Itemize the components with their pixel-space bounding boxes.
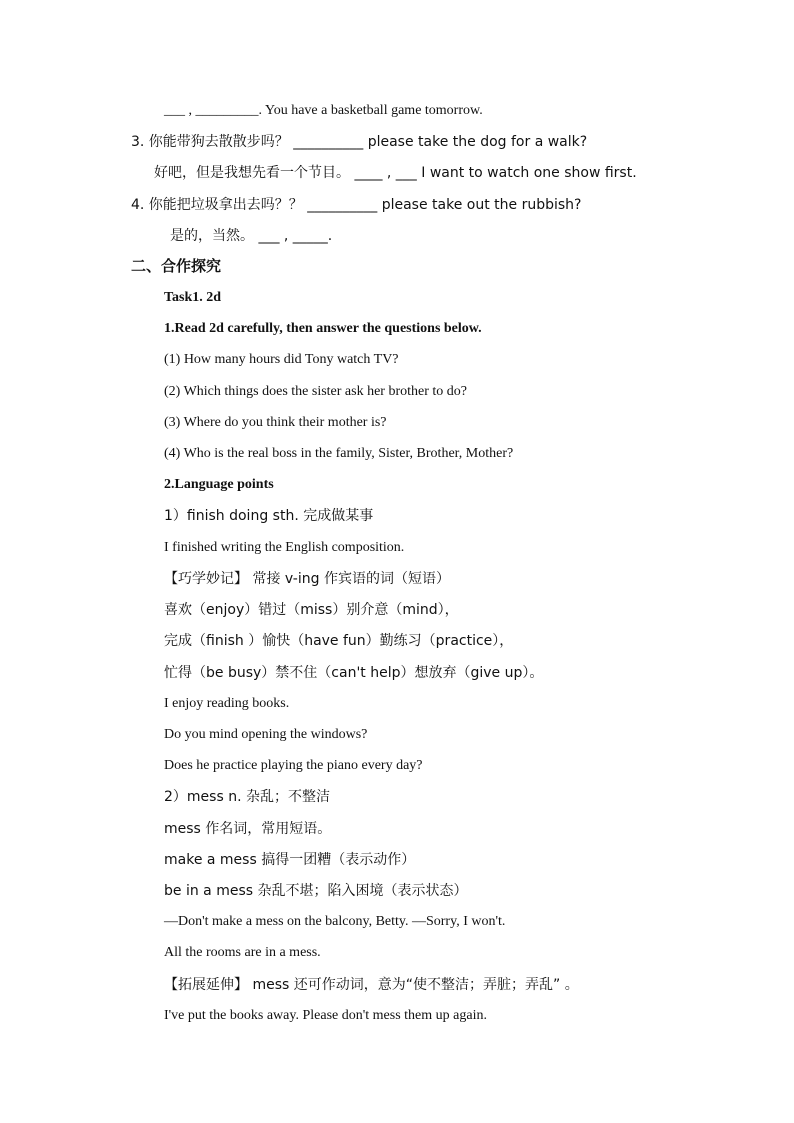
section-heading: 二、合作探究 xyxy=(131,257,222,275)
memory-tip-line-3: 忙得（be busy）禁不住（can't help）想放弃（give up）。 xyxy=(164,665,544,681)
question-2: (2) Which things does the sister ask her brother to do? xyxy=(164,384,468,399)
example-mind: Do you mind opening the windows? xyxy=(164,727,368,742)
task-title: Task1. 2d xyxy=(164,290,222,305)
dialogue-example: —Don't make a mess on the balcony, Betty. —Sorry, I won't. xyxy=(164,914,506,929)
dialogue-3-question: 3. 你能带狗去散散步吗？ __________ please take the dog for a walk? xyxy=(131,134,588,150)
question-3: (3) Where do you think their mother is? xyxy=(164,415,387,430)
example-mess-up: I've put the books away. Please don't mess them up again. xyxy=(164,1008,487,1023)
phrase-make-a-mess: make a mess 搞得一团糟（表示动作） xyxy=(164,852,416,868)
dialogue-2-answer: ___ , _________. You have a basketball game tomorrow. xyxy=(164,103,483,118)
point-1-example: I finished writing the English composition. xyxy=(164,540,405,555)
example-practice: Does he practice playing the piano every day? xyxy=(164,758,423,773)
dialogue-4-answer: 是的，当然。 ___ , _____. xyxy=(170,228,333,244)
memory-tip-line-1: 喜欢（enjoy）错过（miss）别介意（mind）， xyxy=(164,602,459,618)
reading-instruction: 1.Read 2d carefully, then answer the questions below. xyxy=(164,321,482,336)
phrase-be-in-a-mess: be in a mess 杂乱不堪；陷入困境（表示状态） xyxy=(164,883,468,899)
point-2-title: 2）mess n. 杂乱；不整洁 xyxy=(164,789,330,805)
question-4: (4) Who is the real boss in the family, Sister, Brother, Mother? xyxy=(164,446,514,461)
question-1: (1) How many hours did Tony watch TV? xyxy=(164,352,399,367)
language-points-title: 2.Language points xyxy=(164,477,274,492)
point-1-title: 1）finish doing sth. 完成做某事 xyxy=(164,508,374,524)
mess-noun-note: mess 作名词，常用短语。 xyxy=(164,821,332,837)
dialogue-4-question: 4. 你能把垃圾拿出去吗？？ __________ please take out the rubbish? xyxy=(131,197,582,213)
example-enjoy: I enjoy reading books. xyxy=(164,696,290,711)
extension-note: 【拓展延伸】 mess 还可作动词，意为“使不整洁；弄脏；弄乱” 。 xyxy=(164,977,579,993)
example-rooms: All the rooms are in a mess. xyxy=(164,945,321,960)
dialogue-3-answer: 好吧，但是我想先看一个节目。 ____ , ___ I want to watch one show first. xyxy=(154,165,637,181)
memory-tip-title: 【巧学妙记】 常接 v-ing 作宾语的词（短语） xyxy=(164,571,450,587)
memory-tip-line-2: 完成（finish ）愉快（have fun）勤练习（practice）， xyxy=(164,633,514,649)
